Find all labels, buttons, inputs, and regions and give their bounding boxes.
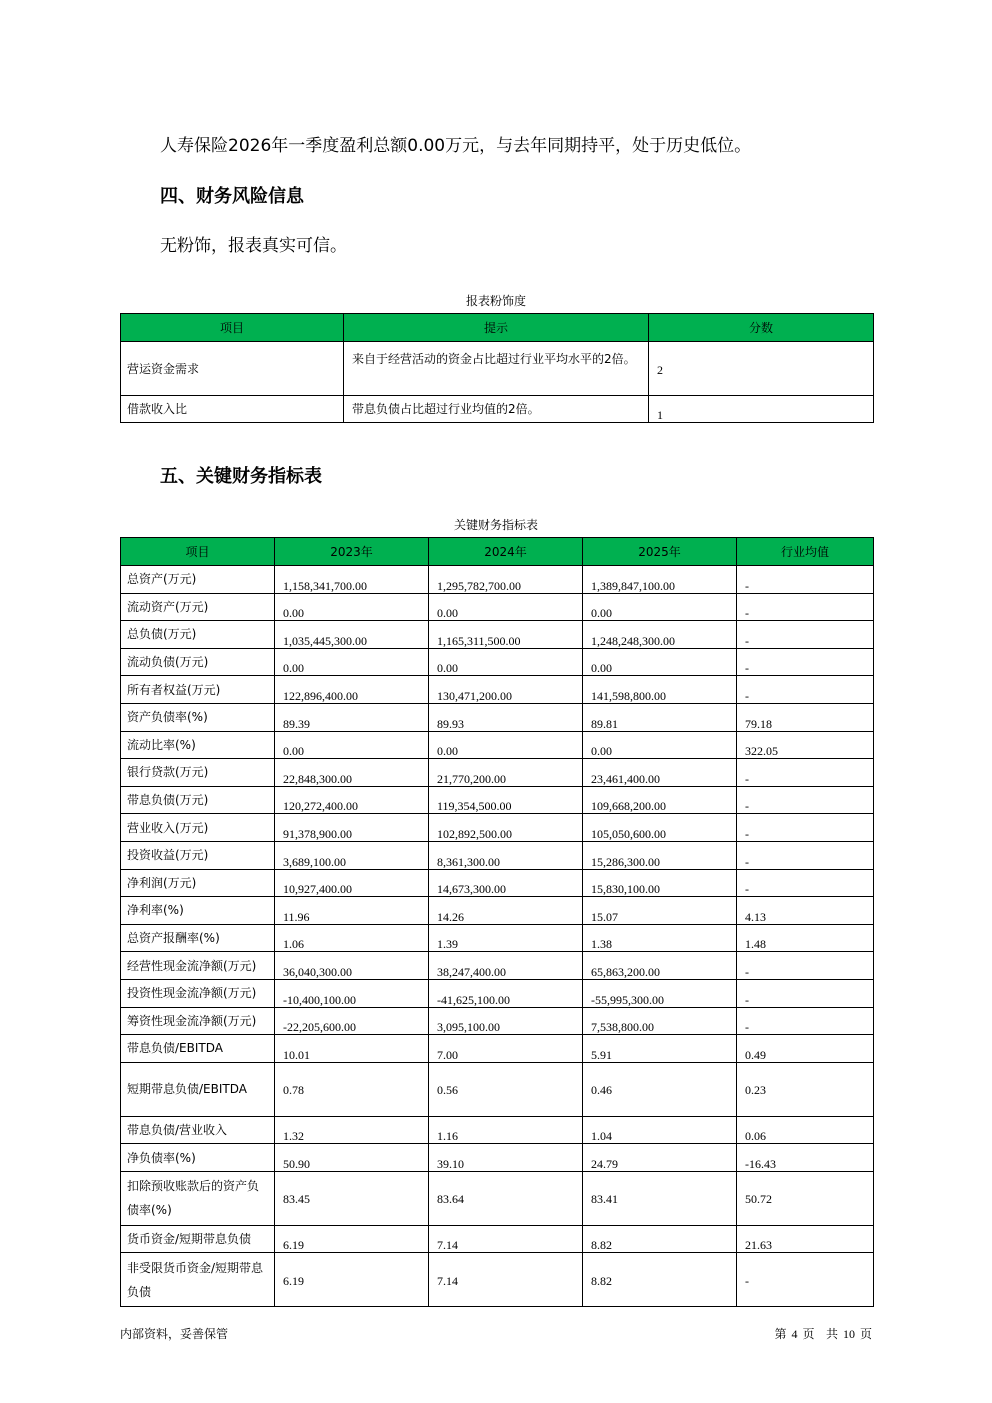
table-row: [121, 1253, 874, 1307]
section4-heading: 四、财务风险信息: [160, 186, 304, 207]
value-2024: 1,295,782,700.00: [429, 566, 583, 594]
table-row: [121, 841, 874, 869]
row-item: 净利润(万元): [121, 869, 275, 897]
table-row: [121, 342, 874, 396]
table2-caption: 关键财务指标表: [453, 518, 538, 532]
industry-average: 0.06: [737, 1116, 874, 1144]
value-2023: 10,927,400.00: [275, 869, 429, 897]
industry-average: 0.23: [737, 1062, 874, 1116]
table-row: [121, 566, 874, 594]
value-2025: 141,598,800.00: [583, 676, 737, 704]
table2-body: [121, 566, 874, 1307]
row-item: 总负债(万元): [121, 621, 275, 649]
page-total: 10: [842, 1327, 855, 1341]
table-row: [121, 593, 874, 621]
row-tip: 来自于经营活动的资金占比超过行业平均水平的2倍。: [344, 342, 649, 396]
row-tip: 带息负债占比超过行业均值的2倍。: [344, 396, 649, 423]
table1-header-item: 项目: [121, 314, 344, 342]
industry-average: -: [737, 841, 874, 869]
page-suffix: 页: [859, 1327, 872, 1341]
table-row: [121, 1007, 874, 1035]
value-2024: 0.00: [429, 731, 583, 759]
header-industry-average: 行业均值: [737, 538, 874, 566]
value-2024: 14,673,300.00: [429, 869, 583, 897]
footer-page-number: [774, 1325, 872, 1342]
value-2025: 0.00: [583, 731, 737, 759]
value-2023: 1.32: [275, 1116, 429, 1144]
row-item: 短期带息负债/EBITDA: [121, 1062, 275, 1116]
row-item: 非受限货币资金/短期带息负债: [121, 1253, 275, 1307]
industry-average: -: [737, 869, 874, 897]
industry-average: -: [737, 566, 874, 594]
industry-average: -: [737, 979, 874, 1007]
value-2024: 14.26: [429, 897, 583, 925]
row-item: 流动比率(%): [121, 731, 275, 759]
industry-average: -: [737, 648, 874, 676]
section5-heading: 五、关键财务指标表: [160, 466, 322, 487]
value-2023: 1,158,341,700.00: [275, 566, 429, 594]
row-item: 总资产报酬率(%): [121, 924, 275, 952]
value-2023: 3,689,100.00: [275, 841, 429, 869]
table-row: [121, 924, 874, 952]
value-2025: 8.82: [583, 1253, 737, 1307]
row-item: 带息负债/EBITDA: [121, 1035, 275, 1063]
table-row: [121, 1225, 874, 1253]
industry-average: -: [737, 759, 874, 787]
value-2025: 1,389,847,100.00: [583, 566, 737, 594]
row-item: 资产负债率(%): [121, 703, 275, 731]
row-score: 2: [649, 342, 874, 396]
value-2024: 83.64: [429, 1171, 583, 1225]
industry-average: -: [737, 814, 874, 842]
value-2024: 130,471,200.00: [429, 676, 583, 704]
value-2023: 91,378,900.00: [275, 814, 429, 842]
row-item: 银行贷款(万元): [121, 759, 275, 787]
value-2024: 39.10: [429, 1144, 583, 1172]
industry-average: -16.43: [737, 1144, 874, 1172]
row-item: 净负债率(%): [121, 1144, 275, 1172]
value-2025: 15,286,300.00: [583, 841, 737, 869]
industry-average: -: [737, 1253, 874, 1307]
window-dressing-table: [120, 313, 874, 423]
value-2024: 102,892,500.00: [429, 814, 583, 842]
value-2025: 0.00: [583, 648, 737, 676]
table1-caption: 报表粉饰度: [465, 294, 526, 308]
value-2023: 22,848,300.00: [275, 759, 429, 787]
value-2024: 89.93: [429, 703, 583, 731]
value-2024: 38,247,400.00: [429, 952, 583, 980]
value-2025: 83.41: [583, 1171, 737, 1225]
header-2023: 2023年: [275, 538, 429, 566]
value-2024: 1.39: [429, 924, 583, 952]
value-2024: 8,361,300.00: [429, 841, 583, 869]
row-item: 净利率(%): [121, 897, 275, 925]
value-2023: 83.45: [275, 1171, 429, 1225]
table-row: [121, 676, 874, 704]
industry-average: -: [737, 1007, 874, 1035]
industry-average: -: [737, 676, 874, 704]
value-2025: 7,538,800.00: [583, 1007, 737, 1035]
table-row: [121, 703, 874, 731]
table-row: [121, 1035, 874, 1063]
value-2023: 0.00: [275, 593, 429, 621]
row-item: 带息负债(万元): [121, 786, 275, 814]
value-2025: 24.79: [583, 1144, 737, 1172]
table-row: [121, 1144, 874, 1172]
value-2025: 0.00: [583, 593, 737, 621]
value-2025: 8.82: [583, 1225, 737, 1253]
value-2023: 120,272,400.00: [275, 786, 429, 814]
value-2024: -41,625,100.00: [429, 979, 583, 1007]
row-item: 扣除预收账款后的资产负债率(%): [121, 1171, 275, 1225]
footer-confidential-note: 内部资料，妥善保管: [120, 1327, 229, 1341]
table-row: [121, 897, 874, 925]
row-item: 营运资金需求: [121, 342, 344, 396]
industry-average: 4.13: [737, 897, 874, 925]
value-2023: 1.06: [275, 924, 429, 952]
section4-paragraph: 无粉饰，报表真实可信。: [160, 236, 347, 256]
value-2023: 0.00: [275, 731, 429, 759]
value-2023: 122,896,400.00: [275, 676, 429, 704]
table1-header-tip: 提示: [344, 314, 649, 342]
row-item: 流动资产(万元): [121, 593, 275, 621]
intro-paragraph: 人寿保险2026年一季度盈利总额0.00万元，与去年同期持平，处于历史低位。: [160, 136, 752, 156]
row-item: 筹资性现金流净额(万元): [121, 1007, 275, 1035]
page-mid: 页: [802, 1327, 815, 1341]
key-financial-indicators-table: [120, 537, 874, 1307]
table-row: [121, 621, 874, 649]
value-2024: 0.00: [429, 593, 583, 621]
value-2025: 1.04: [583, 1116, 737, 1144]
row-score: 1: [649, 396, 874, 423]
table-row: [121, 869, 874, 897]
table1-header-score: 分数: [649, 314, 874, 342]
value-2023: 0.78: [275, 1062, 429, 1116]
value-2025: 109,668,200.00: [583, 786, 737, 814]
table-row: [121, 952, 874, 980]
industry-average: 50.72: [737, 1171, 874, 1225]
industry-average: -: [737, 952, 874, 980]
value-2023: -22,205,600.00: [275, 1007, 429, 1035]
value-2024: 21,770,200.00: [429, 759, 583, 787]
header-2025: 2025年: [583, 538, 737, 566]
value-2024: 1,165,311,500.00: [429, 621, 583, 649]
value-2023: 6.19: [275, 1225, 429, 1253]
industry-average: 1.48: [737, 924, 874, 952]
table-row: [121, 1062, 874, 1116]
value-2023: 1,035,445,300.00: [275, 621, 429, 649]
row-item: 营业收入(万元): [121, 814, 275, 842]
value-2025: 105,050,600.00: [583, 814, 737, 842]
industry-average: -: [737, 786, 874, 814]
value-2024: 3,095,100.00: [429, 1007, 583, 1035]
industry-average: 0.49: [737, 1035, 874, 1063]
table-row: [121, 1171, 874, 1225]
value-2023: 0.00: [275, 648, 429, 676]
table2-header-row: [121, 538, 874, 566]
value-2023: 36,040,300.00: [275, 952, 429, 980]
value-2024: 0.00: [429, 648, 583, 676]
page-total-prefix: 共: [825, 1327, 838, 1341]
value-2025: -55,995,300.00: [583, 979, 737, 1007]
table1-header-row: [121, 314, 874, 342]
value-2025: 15.07: [583, 897, 737, 925]
value-2025: 1.38: [583, 924, 737, 952]
industry-average: 322.05: [737, 731, 874, 759]
table-row: [121, 648, 874, 676]
value-2023: 89.39: [275, 703, 429, 731]
value-2025: 1,248,248,300.00: [583, 621, 737, 649]
table-row: [121, 979, 874, 1007]
industry-average: -: [737, 621, 874, 649]
table-row: [121, 396, 874, 423]
table-row: [121, 1116, 874, 1144]
value-2023: 11.96: [275, 897, 429, 925]
row-item: 总资产(万元): [121, 566, 275, 594]
value-2024: 7.14: [429, 1225, 583, 1253]
value-2025: 0.46: [583, 1062, 737, 1116]
value-2023: -10,400,100.00: [275, 979, 429, 1007]
table-row: [121, 731, 874, 759]
page-current: 4: [791, 1327, 798, 1341]
value-2024: 7.14: [429, 1253, 583, 1307]
table-row: [121, 759, 874, 787]
row-item: 所有者权益(万元): [121, 676, 275, 704]
value-2025: 89.81: [583, 703, 737, 731]
row-item: 货币资金/短期带息负债: [121, 1225, 275, 1253]
row-item: 投资收益(万元): [121, 841, 275, 869]
row-item: 带息负债/营业收入: [121, 1116, 275, 1144]
value-2023: 10.01: [275, 1035, 429, 1063]
row-item: 借款收入比: [121, 396, 344, 423]
value-2025: 23,461,400.00: [583, 759, 737, 787]
value-2023: 50.90: [275, 1144, 429, 1172]
industry-average: 79.18: [737, 703, 874, 731]
industry-average: -: [737, 593, 874, 621]
industry-average: 21.63: [737, 1225, 874, 1253]
value-2024: 0.56: [429, 1062, 583, 1116]
row-item: 流动负债(万元): [121, 648, 275, 676]
value-2023: 6.19: [275, 1253, 429, 1307]
value-2025: 5.91: [583, 1035, 737, 1063]
row-item: 投资性现金流净额(万元): [121, 979, 275, 1007]
header-item: 项目: [121, 538, 275, 566]
value-2025: 65,863,200.00: [583, 952, 737, 980]
table-row: [121, 814, 874, 842]
value-2025: 15,830,100.00: [583, 869, 737, 897]
table-row: [121, 786, 874, 814]
value-2024: 119,354,500.00: [429, 786, 583, 814]
value-2024: 7.00: [429, 1035, 583, 1063]
page-prefix: 第: [774, 1327, 787, 1341]
value-2024: 1.16: [429, 1116, 583, 1144]
row-item: 经营性现金流净额(万元): [121, 952, 275, 980]
header-2024: 2024年: [429, 538, 583, 566]
